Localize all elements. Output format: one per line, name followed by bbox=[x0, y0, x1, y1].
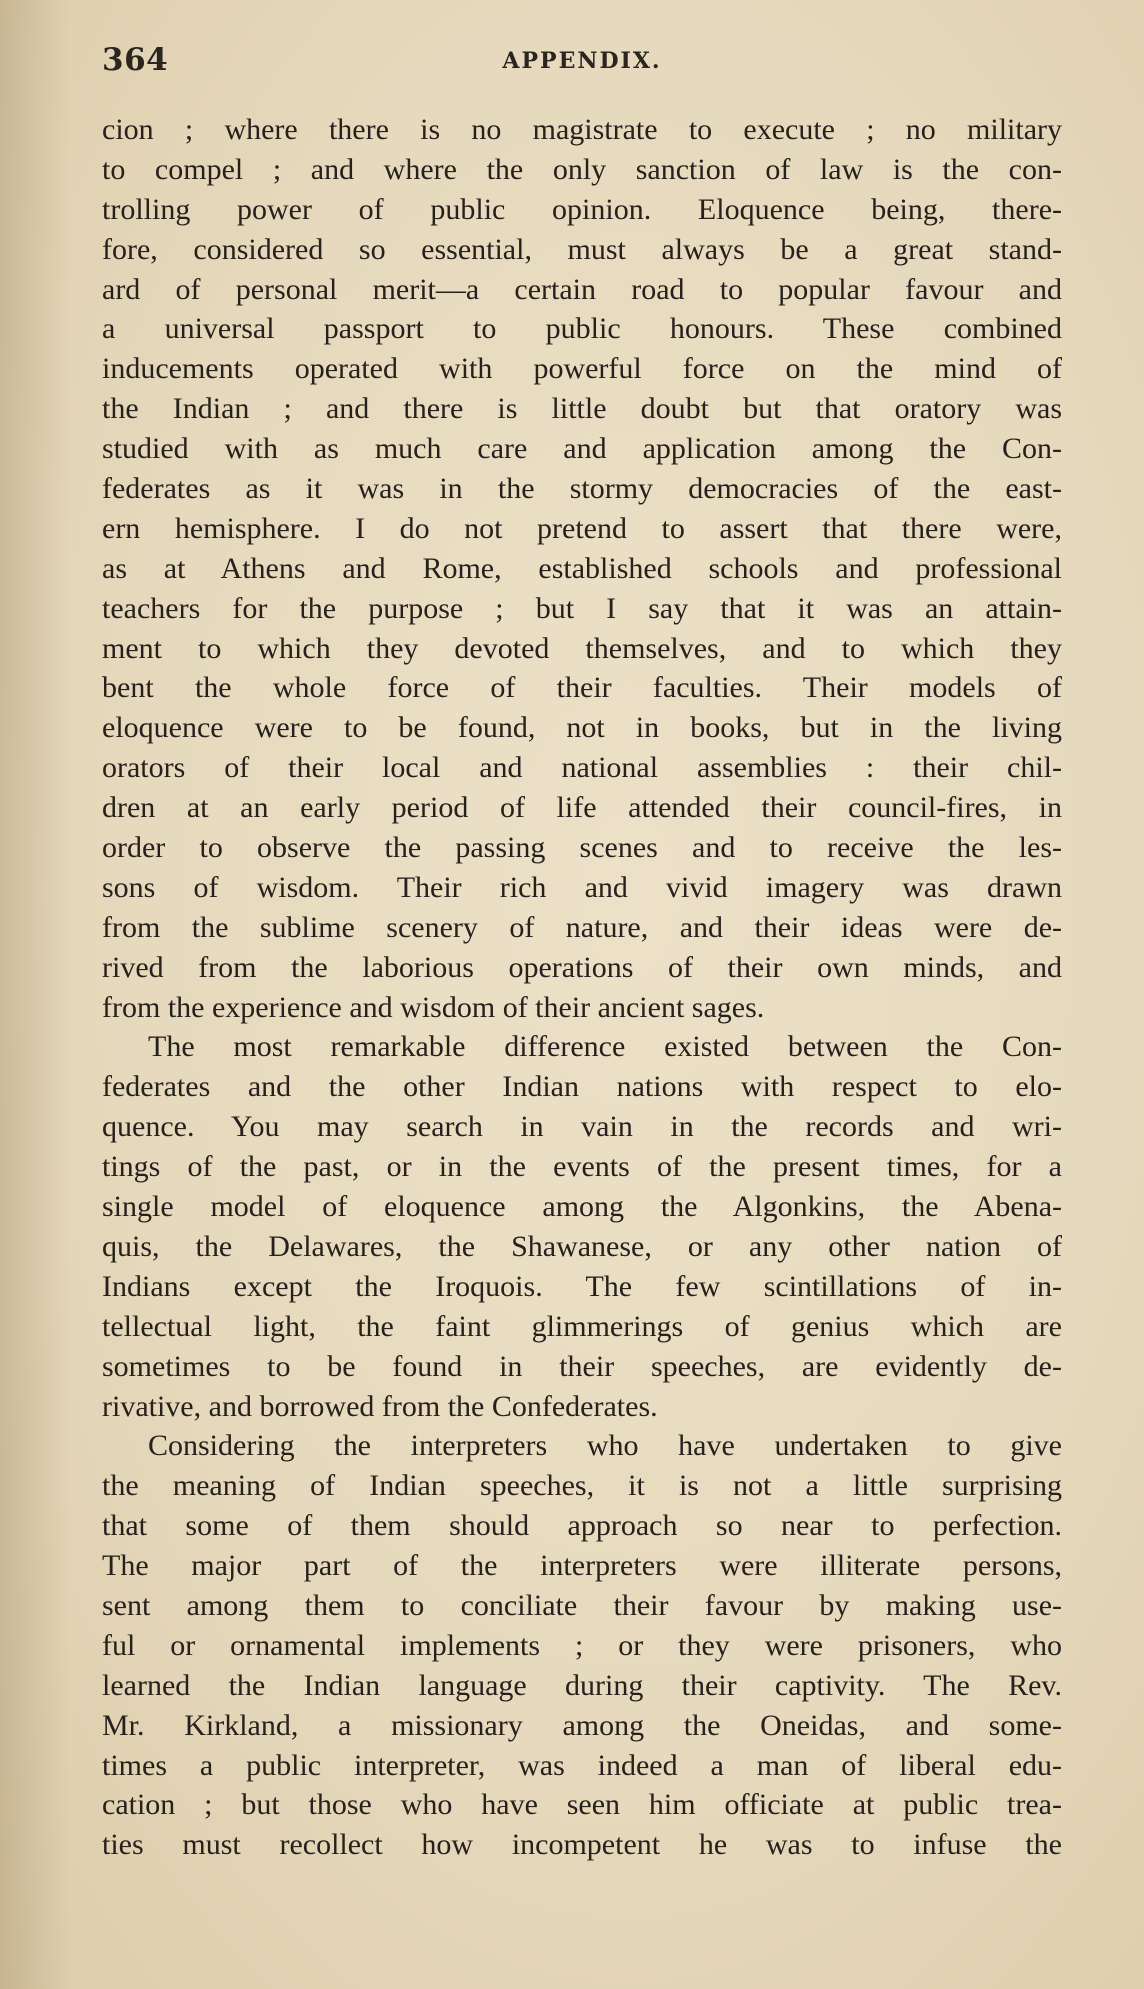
text-line: quis, the Delawares, the Shawanese, or any other nation of bbox=[102, 1229, 1062, 1263]
text-line: order to observe the passing scenes and to receive the les- bbox=[102, 831, 1062, 865]
text-line: federates as it was in the stormy democracies of the east- bbox=[102, 472, 1062, 506]
text-line: a universal passport to public honours. These combined bbox=[102, 312, 1062, 346]
text-line: orators of their local and national assemblies : their chil- bbox=[102, 751, 1062, 785]
text-line: bent the whole force of their faculties. Their models of bbox=[102, 671, 1062, 705]
text-line: The major part of the interpreters were illiterate persons, bbox=[102, 1549, 1062, 1583]
text-line: The most remarkable difference existed between the Con- bbox=[148, 1030, 1062, 1064]
text-line: sent among them to conciliate their favour by making use- bbox=[102, 1588, 1062, 1622]
text-line: the meaning of Indian speeches, it is not a little surprising bbox=[102, 1469, 1062, 1503]
text-line: ern hemisphere. I do not pretend to assert that there were, bbox=[102, 511, 1062, 545]
text-line: Considering the interpreters who have undertaken to give bbox=[148, 1429, 1062, 1463]
text-line: fore, considered so essential, must always be a great stand- bbox=[102, 232, 1062, 266]
text-line: as at Athens and Rome, established schools and professional bbox=[102, 551, 1062, 585]
text-line: Indians except the Iroquois. The few scintillations of in- bbox=[102, 1269, 1062, 1303]
page-number: 364 bbox=[102, 42, 169, 78]
text-line: rivative, and borrowed from the Confederates. bbox=[102, 1389, 658, 1423]
text-line: ties must recollect how incompetent he was to infuse the bbox=[102, 1828, 1062, 1862]
text-line: times a public interpreter, was indeed a man of liberal edu- bbox=[102, 1748, 1062, 1782]
text-line: sometimes to be found in their speeches, are evidently de- bbox=[102, 1349, 1062, 1383]
text-line: ment to which they devoted themselves, and to which they bbox=[102, 631, 1062, 665]
text-line: inducements operated with powerful force on the mind of bbox=[102, 352, 1062, 386]
text-line: rived from the laborious operations of their own minds, and bbox=[102, 950, 1062, 984]
text-line: single model of eloquence among the Algonkins, the Abena- bbox=[102, 1190, 1062, 1224]
text-line: dren at an early period of life attended their council-fires, in bbox=[102, 791, 1062, 825]
text-line: teachers for the purpose ; but I say that it was an attain- bbox=[102, 591, 1062, 625]
text-line: Mr. Kirkland, a missionary among the Oneidas, and some- bbox=[102, 1708, 1062, 1742]
text-line: the Indian ; and there is little doubt but that oratory was bbox=[102, 392, 1062, 426]
page-gutter-shadow bbox=[0, 0, 70, 1989]
text-line: cion ; where there is no magistrate to execute ; no military bbox=[102, 113, 1062, 146]
text-line: quence. You may search in vain in the records and wri- bbox=[102, 1110, 1062, 1144]
text-line: trolling power of public opinion. Eloquence being, there- bbox=[102, 192, 1062, 226]
text-line: eloquence were to be found, not in books, but in the living bbox=[102, 711, 1062, 745]
text-line: from the sublime scenery of nature, and their ideas were de- bbox=[102, 910, 1062, 944]
text-line: cation ; but those who have seen him officiate at public trea- bbox=[102, 1788, 1062, 1822]
body-text bbox=[102, 110, 1062, 1865]
text-line: learned the Indian language during their captivity. The Rev. bbox=[102, 1668, 1062, 1702]
running-head: APPENDIX. bbox=[502, 48, 662, 74]
text-line: ard of personal merit—a certain road to popular favour and bbox=[102, 272, 1062, 306]
text-line: ful or ornamental implements ; or they were prisoners, who bbox=[102, 1628, 1062, 1662]
text-line: studied with as much care and application among the Con- bbox=[102, 432, 1062, 466]
text-line: sons of wisdom. Their rich and vivid imagery was drawn bbox=[102, 870, 1062, 904]
text-line: tings of the past, or in the events of the present times, for a bbox=[102, 1150, 1062, 1184]
text-line: from the experience and wisdom of their ancient sages. bbox=[102, 990, 765, 1024]
text-line: to compel ; and where the only sanction of law is the con- bbox=[102, 152, 1062, 186]
text-line: tellectual light, the faint glimmerings of genius which are bbox=[102, 1309, 1062, 1343]
page-header bbox=[102, 42, 1052, 88]
text-line: that some of them should approach so near to perfection. bbox=[102, 1509, 1062, 1543]
text-line: federates and the other Indian nations with respect to elo- bbox=[102, 1070, 1062, 1104]
